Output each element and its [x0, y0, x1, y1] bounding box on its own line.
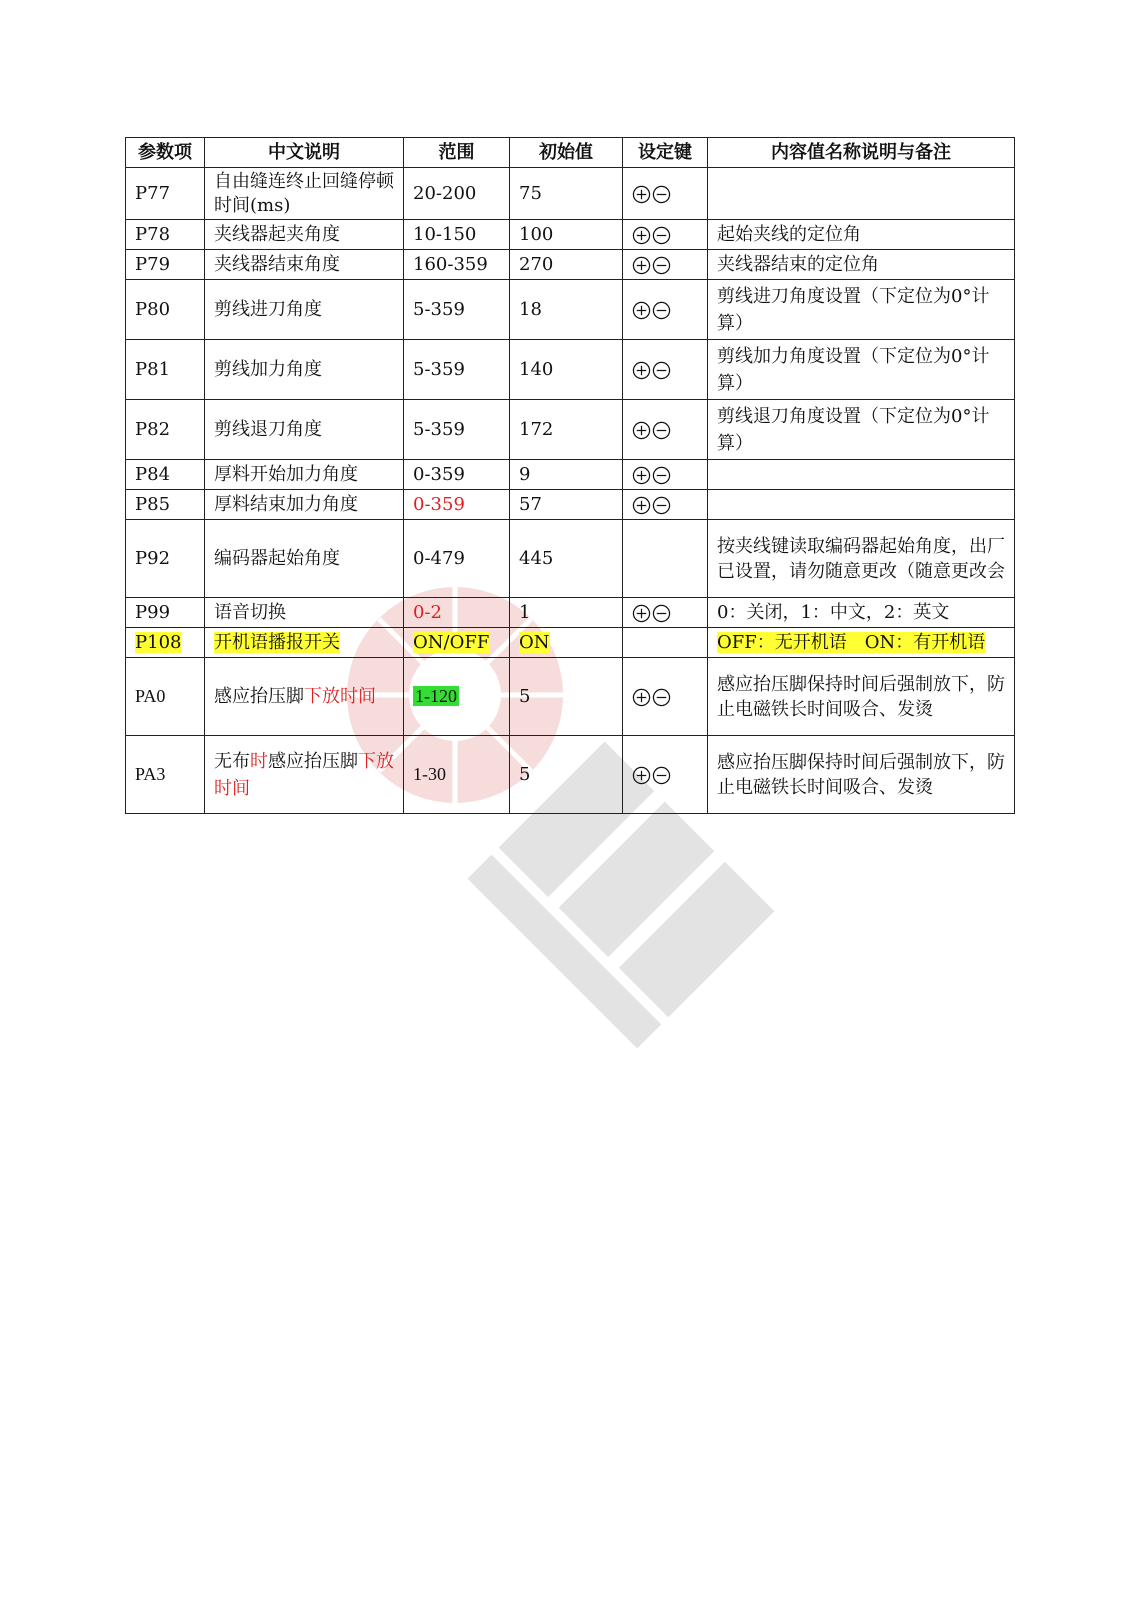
- set-keys: [623, 340, 708, 400]
- param-description: [205, 628, 404, 658]
- highlighted-range: 1-120: [415, 686, 457, 706]
- param-note: 剪线进刀角度设置（下定位为0°计算）: [708, 280, 1015, 340]
- header-param-code: 参数项: [126, 138, 205, 168]
- table-row: [126, 628, 1015, 658]
- param-range: 5-359: [404, 340, 510, 400]
- highlighted-note: OFF：无开机语 ON：有开机语: [717, 632, 986, 653]
- param-initial: 1: [510, 598, 623, 628]
- param-range: 20-200: [404, 168, 510, 220]
- description-part: 感应抬压脚: [214, 686, 304, 707]
- circled-minus-icon: [652, 688, 671, 707]
- header-notes: 内容值名称说明与备注: [708, 138, 1015, 168]
- description-part-red: 下放时间: [304, 686, 376, 707]
- param-description: 厚料结束加力角度: [205, 490, 404, 520]
- circled-plus-icon: [632, 604, 651, 623]
- circled-minus-icon: [652, 604, 671, 623]
- param-description: 夹线器起夹角度: [205, 220, 404, 250]
- header-set-keys: 设定键: [623, 138, 708, 168]
- param-initial: 140: [510, 340, 623, 400]
- param-code: P99: [126, 598, 205, 628]
- param-description: [205, 736, 404, 814]
- param-code: PA0: [126, 658, 205, 736]
- param-description: 剪线进刀角度: [205, 280, 404, 340]
- highlighted-description: 开机语播报开关: [214, 632, 340, 653]
- set-keys: [623, 400, 708, 460]
- table-header-row: [126, 138, 1015, 168]
- highlighted-initial: ON: [519, 632, 550, 653]
- param-range: 5-359: [404, 280, 510, 340]
- table-row: [126, 220, 1015, 250]
- param-range: 0-359: [404, 460, 510, 490]
- param-initial: [510, 628, 623, 658]
- table-row: [126, 736, 1015, 814]
- circled-plus-icon: [632, 496, 651, 515]
- param-code: [126, 628, 205, 658]
- param-code: P79: [126, 250, 205, 280]
- circled-plus-icon: [632, 361, 651, 380]
- circled-plus-icon: [632, 256, 651, 275]
- param-initial: 270: [510, 250, 623, 280]
- param-description: 剪线加力角度: [205, 340, 404, 400]
- circled-plus-icon: [632, 301, 651, 320]
- param-description: 剪线退刀角度: [205, 400, 404, 460]
- header-description: 中文说明: [205, 138, 404, 168]
- table-row: [126, 460, 1015, 490]
- param-note: 0：关闭，1：中文，2：英文: [708, 598, 1015, 628]
- param-note: 起始夹线的定位角: [708, 220, 1015, 250]
- circled-minus-icon: [652, 256, 671, 275]
- param-range: 0-479: [404, 520, 510, 598]
- param-range: 0-359: [404, 490, 510, 520]
- circled-minus-icon: [652, 226, 671, 245]
- param-range: 0-2: [404, 598, 510, 628]
- param-code: P80: [126, 280, 205, 340]
- param-description: 编码器起始角度: [205, 520, 404, 598]
- param-code: P78: [126, 220, 205, 250]
- circled-minus-icon: [652, 361, 671, 380]
- circled-plus-icon: [632, 766, 651, 785]
- table-row: [126, 280, 1015, 340]
- circled-plus-icon: [632, 185, 651, 204]
- param-code: P92: [126, 520, 205, 598]
- set-keys-empty: [623, 520, 708, 598]
- param-note: [708, 490, 1015, 520]
- table-row: [126, 520, 1015, 598]
- param-note: 夹线器结束的定位角: [708, 250, 1015, 280]
- param-code: P77: [126, 168, 205, 220]
- circled-minus-icon: [652, 185, 671, 204]
- param-note: [708, 168, 1015, 220]
- set-keys-empty: [623, 628, 708, 658]
- table-row: [126, 250, 1015, 280]
- param-initial: 5: [510, 736, 623, 814]
- param-range: 1-30: [404, 736, 510, 814]
- table-row: [126, 490, 1015, 520]
- param-note: 按夹线键读取编码器起始角度，出厂已设置，请勿随意更改（随意更改会: [708, 520, 1015, 598]
- description-part-red: 下放时间: [214, 750, 394, 799]
- highlighted-code: P108: [135, 632, 182, 653]
- circled-plus-icon: [632, 421, 651, 440]
- param-description: [205, 658, 404, 736]
- param-range: [404, 658, 510, 736]
- param-note: [708, 628, 1015, 658]
- circled-plus-icon: [632, 466, 651, 485]
- circled-minus-icon: [652, 301, 671, 320]
- table-row: [126, 340, 1015, 400]
- header-range: 范围: [404, 138, 510, 168]
- param-code: P84: [126, 460, 205, 490]
- param-description: 自由缝连终止回缝停顿时间(ms): [205, 168, 404, 220]
- circled-minus-icon: [652, 496, 671, 515]
- param-range: [404, 628, 510, 658]
- highlighted-range: ON/OFF: [413, 632, 490, 653]
- param-note: 剪线退刀角度设置（下定位为0°计算）: [708, 400, 1015, 460]
- description-part: 感应抬压脚: [268, 750, 358, 772]
- param-note: [708, 460, 1015, 490]
- set-keys: [623, 736, 708, 814]
- param-initial: 100: [510, 220, 623, 250]
- circled-minus-icon: [652, 466, 671, 485]
- table-row: [126, 598, 1015, 628]
- param-code: PA3: [126, 736, 205, 814]
- param-range: 5-359: [404, 400, 510, 460]
- parameter-table: [125, 137, 1015, 814]
- header-initial-value: 初始值: [510, 138, 623, 168]
- set-keys: [623, 598, 708, 628]
- set-keys: [623, 220, 708, 250]
- param-code: P85: [126, 490, 205, 520]
- param-description: 厚料开始加力角度: [205, 460, 404, 490]
- set-keys: [623, 250, 708, 280]
- param-code: P82: [126, 400, 205, 460]
- set-keys: [623, 168, 708, 220]
- table-row: [126, 658, 1015, 736]
- circled-minus-icon: [652, 421, 671, 440]
- set-keys: [623, 658, 708, 736]
- circled-minus-icon: [652, 766, 671, 785]
- param-initial: 57: [510, 490, 623, 520]
- set-keys: [623, 460, 708, 490]
- set-keys: [623, 490, 708, 520]
- param-note: 感应抬压脚保持时间后强制放下，防止电磁铁长时间吸合、发烫: [708, 736, 1015, 814]
- param-initial: 9: [510, 460, 623, 490]
- param-initial: 5: [510, 658, 623, 736]
- param-description: 语音切换: [205, 598, 404, 628]
- table-row: [126, 400, 1015, 460]
- param-initial: 18: [510, 280, 623, 340]
- param-note: 感应抬压脚保持时间后强制放下，防止电磁铁长时间吸合、发烫: [708, 658, 1015, 736]
- param-initial: 75: [510, 168, 623, 220]
- param-range: 10-150: [404, 220, 510, 250]
- circled-plus-icon: [632, 688, 651, 707]
- param-initial: 172: [510, 400, 623, 460]
- description-part: 无布: [214, 750, 250, 772]
- table-row: [126, 168, 1015, 220]
- param-range: 160-359: [404, 250, 510, 280]
- param-description: 夹线器结束角度: [205, 250, 404, 280]
- param-code: P81: [126, 340, 205, 400]
- circled-plus-icon: [632, 226, 651, 245]
- param-note: 剪线加力角度设置（下定位为0°计算）: [708, 340, 1015, 400]
- description-part-red: 时: [250, 750, 268, 772]
- set-keys: [623, 280, 708, 340]
- param-initial: 445: [510, 520, 623, 598]
